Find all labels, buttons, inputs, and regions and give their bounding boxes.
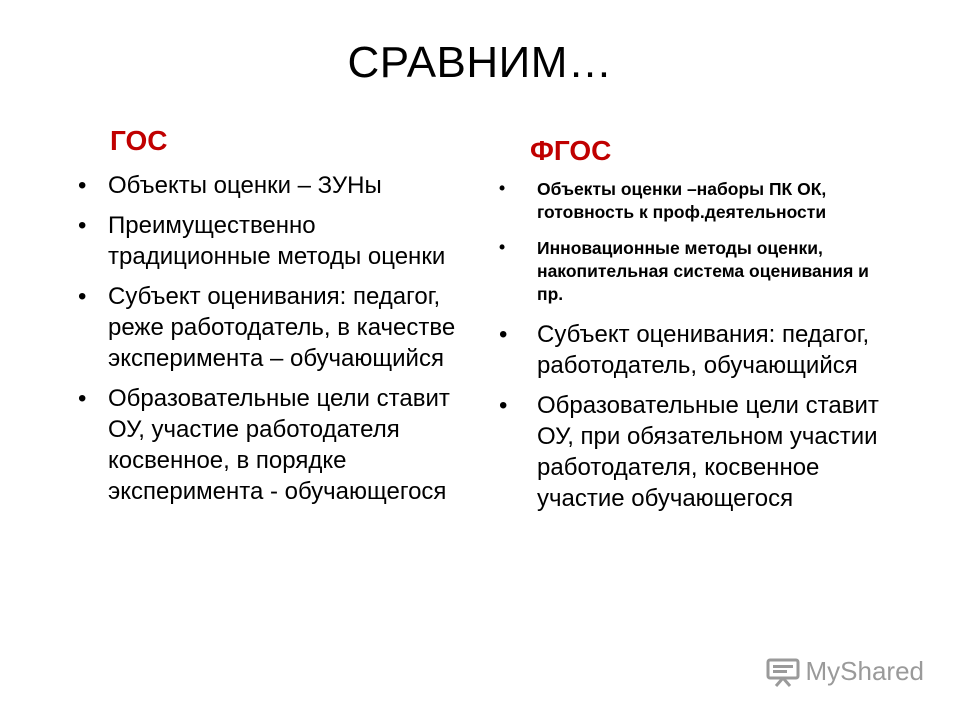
- list-item: • Объекты оценки –наборы ПК ОК, готовность к проф.деятельности: [499, 178, 899, 224]
- watermark-text: MyShared: [805, 656, 924, 686]
- list-item: • Образовательные цели ставит ОУ, участие работодателя косвенное, в порядке эксперимента - обучающегося: [78, 383, 473, 507]
- right-column-list: [499, 178, 899, 523]
- watermark-logo: [766, 656, 925, 687]
- presentation-board-icon: [766, 657, 800, 687]
- left-column-heading: ГОС: [110, 125, 168, 156]
- left-column-list: [78, 170, 473, 516]
- list-item: • Субъект оценивания: педагог, реже работодатель, в качестве эксперимента – обучающийся: [78, 281, 473, 374]
- list-item: • Объекты оценки – ЗУНы: [78, 170, 473, 201]
- slide-title: СРАВНИМ…: [347, 38, 613, 87]
- right-column-heading: ФГОС: [530, 135, 612, 166]
- list-item: • Преимущественно традиционные методы оценки: [78, 210, 473, 272]
- list-item: • Инновационные методы оценки, накопительная система оценивания и пр.: [499, 237, 899, 306]
- list-item: • Субъект оценивания: педагог, работодатель, обучающийся: [499, 319, 899, 381]
- list-item: • Образовательные цели ставит ОУ, при обязательном участии работодателя, косвенное участие обучающегося: [499, 390, 899, 514]
